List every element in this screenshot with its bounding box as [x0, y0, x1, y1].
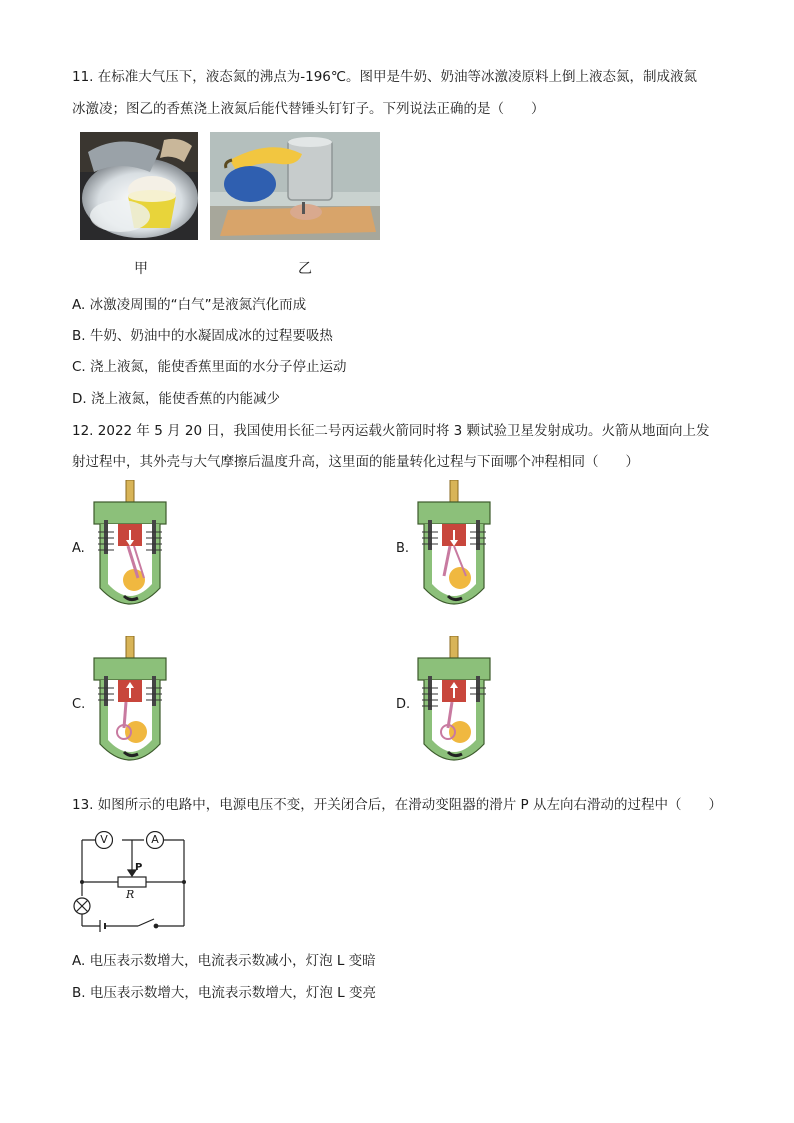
q12-option-b-label: B.	[396, 541, 410, 556]
resistor-label: R	[126, 888, 135, 901]
q12-option-a-label: A.	[72, 541, 85, 556]
q12-option-d-label: D.	[396, 697, 411, 712]
q11-stem-line2: 冰激凌；图乙的香蕉浇上液氮后能代替锤头钉钉子。下列说法正确的是（ ）	[72, 101, 545, 117]
q12-option-c-label: C.	[72, 697, 86, 712]
q11-stem-line1: 11. 在标准大气压下，液态氮的沸点为-196℃。图甲是牛奶、奶油等冰激凌原料上倒上液态氮，制成液氮	[72, 69, 698, 85]
q11-option-c: C. 浇上液氮，能使香蕉里面的水分子停止运动	[72, 359, 347, 375]
q13-option-a: A. 电压表示数增大，电流表示数减小，灯泡 L 变暗	[72, 953, 376, 969]
engine-diagram-b	[414, 480, 494, 624]
engine-diagram-a	[90, 480, 170, 624]
q12-stem-line1: 12. 2022 年 5 月 20 日，我国使用长征二号丙运载火箭同时将 3 颗试验卫星发射成功。火箭从地面向上发	[72, 423, 710, 439]
circuit-diagram	[66, 826, 190, 938]
q13-stem: 13. 如图所示的电路中，电源电压不变，开关闭合后，在滑动变阻器的滑片 P 从左向右滑动的过程中（ ）	[72, 797, 722, 813]
q11-option-d: D. 浇上液氮，能使香蕉的内能减少	[72, 391, 280, 407]
ammeter-label: A	[151, 833, 159, 846]
engine-diagram-c	[90, 636, 170, 780]
bulb-icon	[72, 896, 92, 916]
q11-option-b: B. 牛奶、奶油中的水凝固成冰的过程要吸热	[72, 328, 333, 344]
engine-diagram-d	[414, 636, 494, 780]
q12-stem-line2: 射过程中，其外壳与大气摩擦后温度升高，这里面的能量转化过程与下面哪个冲程相同（ ）	[72, 454, 639, 470]
voltmeter-label: V	[100, 833, 108, 846]
q13-option-b: B. 电压表示数增大，电流表示数增大，灯泡 L 变亮	[72, 985, 376, 1001]
photo-banana-hammer	[210, 132, 380, 240]
caption-jia: 甲	[134, 261, 148, 277]
slider-label: P	[135, 862, 143, 873]
caption-yi: 乙	[298, 261, 312, 277]
q11-option-a: A. 冰激凌周围的“白气”是液氮汽化而成	[72, 297, 307, 313]
photo-ice-cream	[80, 132, 198, 240]
